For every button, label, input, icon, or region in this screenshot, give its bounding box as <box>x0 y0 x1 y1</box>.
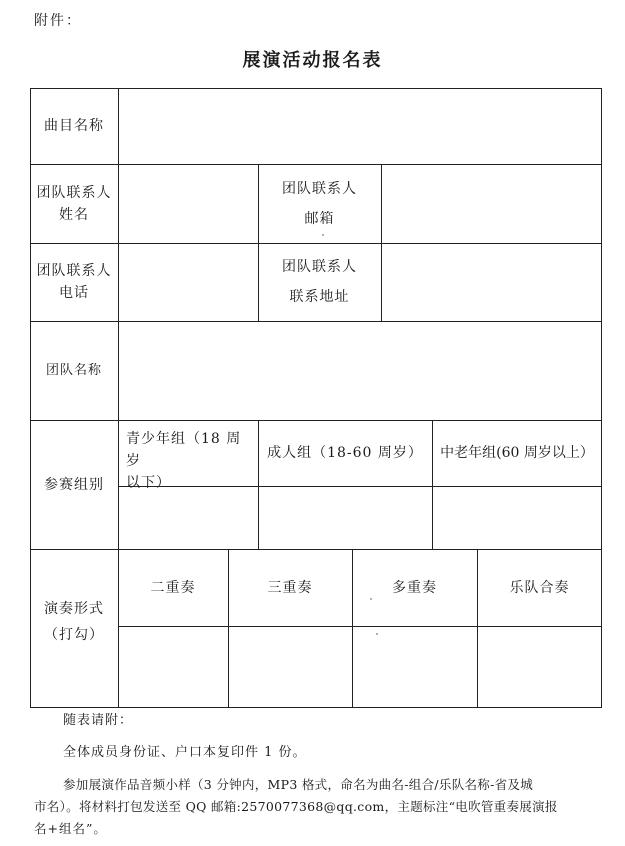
contact-phone-label: 团队联系人 电话 <box>36 263 112 301</box>
notes-heading: 随表请附： <box>63 713 134 728</box>
form-duet-checkbox[interactable] <box>119 627 227 707</box>
contact-name-field[interactable] <box>119 165 257 242</box>
group-adult-option: 成人组（18-60 周岁） <box>267 445 423 461</box>
form-band-option: 乐队合奏 <box>509 579 570 596</box>
group-label: 参赛组别 <box>44 476 104 493</box>
form-ensemble-option: 多重奏 <box>392 579 437 596</box>
scan-speck <box>376 633 378 635</box>
notes-line-2: 参加展演作品音频小样（3 分钟内，MP3 格式，命名为曲名-组合/乐队名称-省及城 <box>63 777 534 792</box>
group-senior-checkbox[interactable] <box>433 487 601 548</box>
group-youth-option: 青少年组（18 周岁 以下） <box>126 431 242 491</box>
notes-line-1: 全体成员身份证、户口本复印件 1 份。 <box>63 745 307 760</box>
contact-name-label: 团队联系人 姓名 <box>36 184 112 223</box>
scan-speck <box>322 234 324 236</box>
team-name-field[interactable] <box>119 322 601 419</box>
notes-line-4: 名+组名”。 <box>34 821 107 836</box>
form-duet-option: 二重奏 <box>150 579 196 596</box>
group-senior-option: 中老年组(60 周岁以上） <box>440 445 594 461</box>
group-youth-checkbox[interactable] <box>119 487 257 548</box>
group-adult-checkbox[interactable] <box>259 487 431 548</box>
contact-email-label: 团队联系人 邮箱 <box>282 180 357 227</box>
scan-speck <box>370 598 372 600</box>
song-name-field[interactable] <box>119 89 601 163</box>
song-name-label: 曲目名称 <box>44 118 104 134</box>
notes-line-3: 市名）。将材料打包发送至 QQ 邮箱:2570077368@qq.com，主题标注“电吹管重奏展演报 <box>34 799 558 814</box>
attachment-label: 附件： <box>34 13 82 29</box>
form-title: 展演活动报名表 <box>242 50 383 71</box>
form-ensemble-checkbox[interactable] <box>353 627 476 707</box>
contact-address-label: 团队联系人 联系地址 <box>282 259 357 305</box>
form-trio-option: 三重奏 <box>267 579 313 596</box>
team-name-label: 团队名称 <box>45 362 102 378</box>
contact-phone-field[interactable] <box>119 244 257 320</box>
form-trio-checkbox[interactable] <box>229 627 351 707</box>
form-band-checkbox[interactable] <box>478 627 601 707</box>
performance-form-label: 演奏形式 （打勾） <box>44 601 104 643</box>
contact-address-field[interactable] <box>382 244 601 320</box>
contact-email-field[interactable] <box>382 165 601 242</box>
